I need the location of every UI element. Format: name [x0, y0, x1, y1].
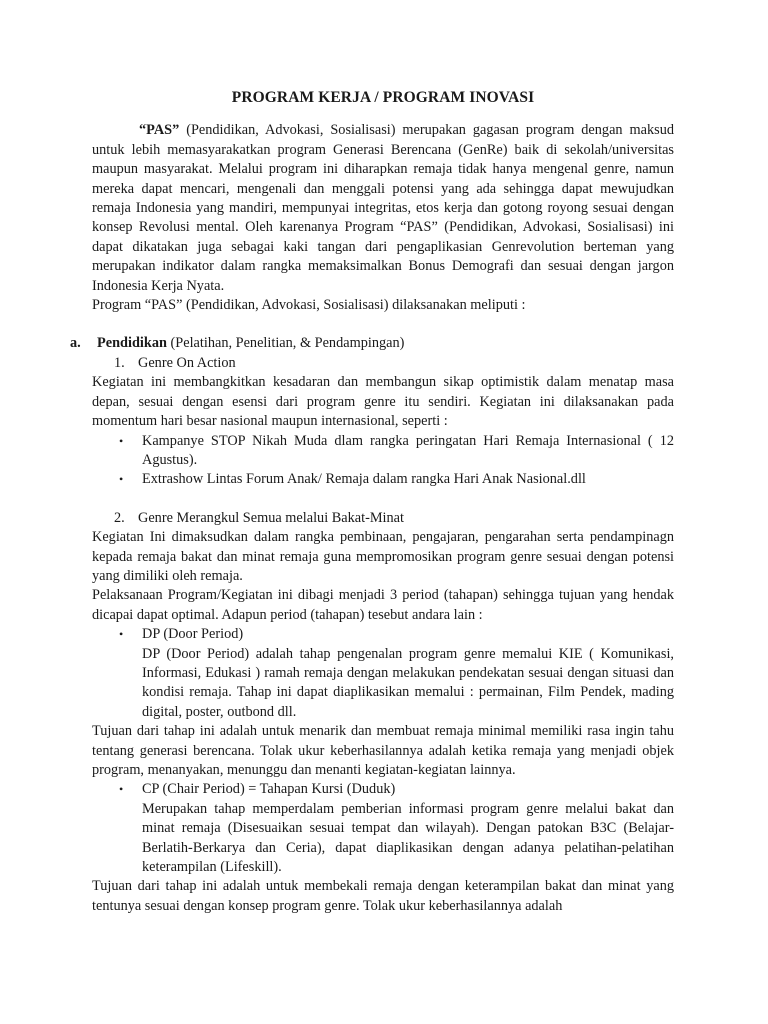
- intro-paragraph: [92, 121, 674, 296]
- item-2-title: Genre Merangkul Semua melalui Bakat-Minat: [138, 509, 405, 526]
- item-1-number: 1.: [114, 354, 125, 371]
- bullet-icon: •: [119, 627, 124, 642]
- cp-body: Merupakan tahap memperdalam pemberian informasi program genre melalui bakat dan minat remaja (Disesuaikan sesuai tempat dan wilayah). Dengan patokan B3C (Belajar-Berlatih-Berkarya dan Ceria), dapat diaplikasikan dengan adanya pelatihan-pelatihan keterampilan (Lifeskill).: [142, 800, 674, 876]
- intro-lead: “PAS”: [139, 122, 180, 139]
- list-item: [92, 432, 674, 471]
- section-a-heading: [70, 334, 674, 353]
- dp-bullet: [92, 625, 674, 644]
- dp-label: DP (Door Period): [142, 626, 244, 643]
- intro-scope: Program “PAS” (Pendidikan, Advokasi, Sosialisasi) dilaksanakan meliputi :: [92, 297, 526, 314]
- list-item: [92, 625, 674, 644]
- section-a-title: Pendidikan: [97, 335, 167, 352]
- intro-text: (Pendidikan, Advokasi, Sosialisasi) merupakan gagasan program dengan maksud untuk lebih memasyarakatkan program Generasi Berencana (GenRe) baik di sekolah/universitas maupun masyarakat. Melalui program ini diharapkan remaja tidak hanya mengenal genre, namun mereka dapat mencari, mengenali dan menggali potensi yang ada sehingga dapat mewujudkan remaja Indonesia yang mandiri, mempunyai integritas, etos kerja dan gotong royong sesuai dengan konsep Revolusi mental. Oleh karenanya Program “PAS” (Pendidikan, Advokasi, Sosialisasi) ini dapat dikatakan juga sebagai kaki tangan dari pengaplikasian Genrevolution berteman yang merupakan indikator dalam rangka memaksimalkan Bonus Demografi dan sesuai dengan jargon Indonesia Kerja Nyata.: [92, 122, 674, 294]
- item-1-bullet-list: [92, 432, 674, 490]
- bullet-icon: •: [119, 472, 124, 487]
- cp-goal: Tujuan dari tahap ini adalah untuk membekali remaja dengan keterampilan bakat dan minat yang tentunya sesuai dengan konsep program genre. Tolak ukur keberhasilannya adalah: [92, 878, 674, 914]
- cp-bullet: [92, 780, 674, 799]
- page-title: PROGRAM KERJA / PROGRAM INOVASI: [231, 89, 535, 106]
- section-a-subtitle: (Pelatihan, Penelitian, & Pendampingan): [166, 335, 405, 352]
- cp-label: CP (Chair Period) = Tahapan Kursi (Duduk): [142, 781, 396, 798]
- dp-body: DP (Door Period) adalah tahap pengenalan program genre memalui KIE ( Komunikasi, Informasi, Edukasi ) ramah remaja dengan melakukan pendekatan sesuai dengan situasi dan kondisi remaja. Tahap ini dapat diaplikasikan memalui : permainan, Film Pendek, mading digital, poster, outbond dll.: [142, 645, 674, 720]
- list-item-text: Kampanye STOP Nikah Muda dlam rangka peringatan Hari Remaja Internasional ( 12 Agustus).: [142, 432, 674, 468]
- item-2-period-intro: Pelaksanaan Program/Kegiatan ini dibagi menjadi 3 period (tahapan) sehingga tujuan yang hendak dicapai dapat optimal. Adapun period (tahapan) tesebut andara lain :: [92, 587, 674, 623]
- item-2-heading: [92, 509, 674, 528]
- item-2-description: Kegiatan Ini dimaksudkan dalam rangka pembinaan, pengajaran, pengarahan serta pendampinagn kepada remaja bakat dan minat remaja guna mempromosikan program genre sesuai dengan potensi yang dimiliki oleh remaja.: [92, 529, 674, 584]
- spacer: [92, 490, 674, 509]
- dp-goal: Tujuan dari tahap ini adalah untuk menarik dan membuat remaja minimal memiliki rasa ingin tahu tentang generasi berencana. Tolak ukur keberhasilannya adalah ketika remaja yang menjadi objek program, menanyakan, menunggu dan menanti kegiatan-kegiatan lainnya.: [92, 723, 674, 778]
- list-item: [92, 780, 674, 799]
- item-1-title: Genre On Action: [138, 354, 236, 371]
- list-item-text: Extrashow Lintas Forum Anak/ Remaja dalam rangka Hari Anak Nasional.dll: [142, 471, 586, 488]
- bullet-icon: •: [119, 433, 124, 448]
- section-a-letter: a.: [70, 335, 81, 352]
- document-page: [70, 88, 674, 916]
- list-item: [92, 470, 674, 489]
- spacer: [92, 315, 674, 334]
- bullet-icon: •: [119, 782, 124, 797]
- item-1-description: Kegiatan ini membangkitkan kesadaran dan membangun sikap optimistik dalam menatap masa depan, sesuai dengan esensi dari program genre itu sendiri. Kegiatan ini dilaksanakan pada momentum hari besar nasional maupun internasional, seperti :: [92, 374, 674, 430]
- item-2-number: 2.: [114, 509, 125, 526]
- item-1-heading: [92, 354, 674, 373]
